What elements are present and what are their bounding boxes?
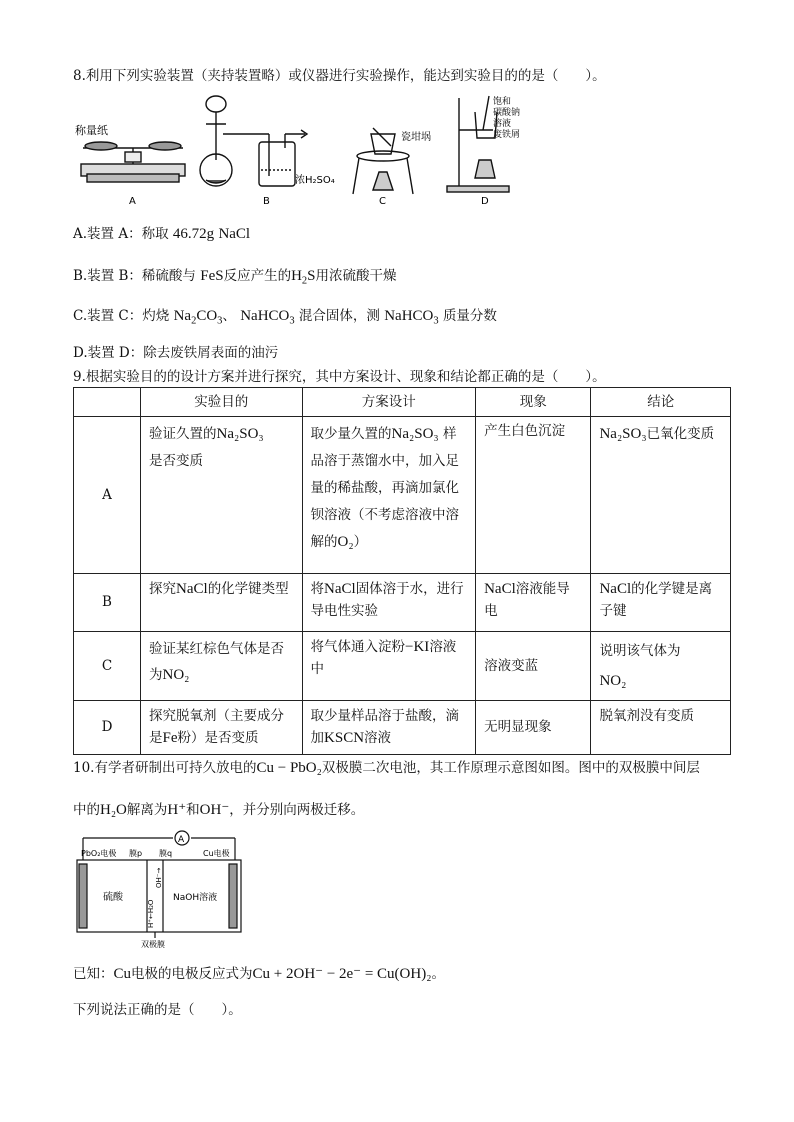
- row-label-c: C: [74, 632, 141, 701]
- label-a: A: [129, 196, 136, 207]
- row-c-plan: 将气体通入淀粉−KI溶液中: [302, 632, 476, 701]
- option-c-suffix: 质量分数: [442, 308, 497, 324]
- header-conclusion: 结论: [591, 388, 731, 417]
- table-row: [74, 574, 731, 632]
- option-c-nahco3-2: NaHCO$_3$: [384, 308, 439, 327]
- row-label-b: B: [74, 574, 141, 632]
- right-ion-label: OH⁻→: [155, 867, 163, 888]
- row-a-phenomenon: 产生白色沉淀: [476, 417, 591, 574]
- q8-apparatus-figure: [73, 90, 525, 208]
- row-a-conclusion: Na₂SO₃已氧化变质: [591, 417, 731, 574]
- h2so4-label: 浓H₂SO₄: [295, 175, 335, 186]
- left-ion-label: H⁺←H₂O: [147, 899, 155, 928]
- q8-option-a: [73, 222, 250, 243]
- table-row: [74, 701, 731, 755]
- row-b-phenomenon: NaCl溶液能导电: [476, 574, 591, 632]
- option-b-fes: FeS: [200, 268, 224, 284]
- d-label-iron-scrap: 废铁屑: [493, 130, 521, 140]
- option-c-text: C.装置 C：灼烧: [73, 308, 170, 324]
- label-b: B: [263, 196, 270, 207]
- row-c-purpose: 验证某红棕色气体是否为NO₂: [141, 632, 303, 701]
- row-d-conclusion: 脱氧剂没有变质: [591, 701, 731, 755]
- membrane-q-label: 膜q: [159, 849, 173, 858]
- q10-ask: 下列说法正确的是（ ）。: [73, 1002, 242, 1018]
- q8-stem: 8.利用下列实验装置（夹持装置略）或仪器进行实验操作，能达到实验目的的是（ ）。: [73, 68, 606, 84]
- header-phenomenon: 现象: [476, 388, 591, 417]
- option-c-mid: 混合固体，测: [298, 308, 380, 324]
- row-d-phenomenon: 无明显现象: [476, 701, 591, 755]
- option-b-mid: 反应产生的: [223, 268, 292, 284]
- header-empty: [74, 388, 141, 417]
- row-a-plan: 取少量久置的Na₂SO₃ 样品溶于蒸馏水中，加入足量的稀盐酸，再滴加氯化钡溶液（不考虑溶液中溶解的O₂）: [302, 417, 476, 574]
- cu-electrode-label: Cu电极: [203, 849, 230, 858]
- row-label-a: A: [74, 417, 141, 574]
- table-header-row: [74, 388, 731, 417]
- table-row: [74, 417, 731, 574]
- row-b-purpose: 探究NaCl的化学键类型: [141, 574, 303, 632]
- pbo2-electrode-label: PbO₂电极: [81, 849, 117, 858]
- bipolar-membrane-label: 双极膜: [141, 940, 165, 949]
- option-b-h2s: $H_2S$: [291, 268, 316, 287]
- q10-stem-line2: 中的H₂O解离为H⁺和OH⁻，并分别向两极迁移。: [73, 802, 365, 818]
- header-purpose: 实验目的: [141, 388, 303, 417]
- row-d-plan: 取少量样品溶于盐酸，滴加KSCN溶液: [302, 701, 476, 755]
- q8-option-b: [73, 264, 397, 287]
- row-b-plan: 将NaCl固体溶于水，进行导电性实验: [302, 574, 476, 632]
- paper-label: 称量纸: [75, 124, 108, 137]
- ammeter-label: A: [178, 835, 185, 845]
- row-d-purpose: 探究脱氧剂（主要成分是Fe粉）是否变质: [141, 701, 303, 755]
- option-b-text: B.装置 B：稀硫酸与: [73, 268, 196, 284]
- q9-table: [73, 387, 731, 755]
- row-label-d: D: [74, 701, 141, 755]
- option-a-mass: 46.72g: [172, 226, 215, 242]
- header-plan: 方案设计: [302, 388, 476, 417]
- option-c-na2co3: $Na_2CO_3$: [173, 308, 223, 327]
- gas-generator-apparatus: [200, 96, 307, 186]
- option-c-nahco3: NaHCO$_3$: [240, 308, 295, 327]
- crucible-label: 瓷坩埚: [401, 132, 431, 143]
- option-b-suffix: 用浓硫酸干燥: [315, 268, 397, 284]
- q9-stem: 9.根据实验目的的设计方案并进行探究，其中方案设计、现象和结论都正确的是（ ）。: [73, 369, 606, 385]
- label-d: D: [481, 196, 489, 207]
- balance-apparatus: [81, 142, 185, 182]
- d-label-saturated: 饱和: [493, 97, 512, 107]
- option-a-text: A.装置 A：称取: [73, 226, 169, 242]
- q10-stem: 10.有学者研制出可持久放电的Cu − PbO₂双极膜二次电池，其工作原理示意图如图。图中的双极膜中间层: [73, 760, 700, 776]
- row-b-conclusion: NaCl的化学键是离子键: [591, 574, 731, 632]
- q8-option-d: D.装置 D：除去废铁屑表面的油污: [73, 345, 279, 361]
- d-label-solution: 溶液: [493, 119, 512, 129]
- row-a-purpose: 验证久置的Na₂SO₃ 是否变质: [141, 417, 303, 574]
- q10-known: 已知：Cu电极的电极反应式为Cu + 2OH⁻ − 2e⁻ = Cu(OH)₂。: [73, 966, 445, 982]
- q10-cell-figure: [73, 830, 245, 950]
- d-label-sodium-carbonate: 碳酸钠: [493, 108, 521, 118]
- membrane-p-label: 膜p: [129, 849, 143, 858]
- acid-label: 硫酸: [103, 892, 123, 903]
- label-c: C: [379, 196, 386, 207]
- row-c-phenomenon: 溶液变蓝: [476, 632, 591, 701]
- table-row: [74, 632, 731, 701]
- option-a-formula: NaCl: [218, 226, 251, 242]
- q8-option-c: C.装置 C：灼烧 $Na_2CO_3$、 NaHCO$_3$ 混合固体，测 NaHCO$_3$ 质量分数: [73, 308, 497, 327]
- naoh-label: NaOH溶液: [173, 893, 218, 903]
- row-c-conclusion: 说明该气体为 NO₂: [591, 632, 731, 701]
